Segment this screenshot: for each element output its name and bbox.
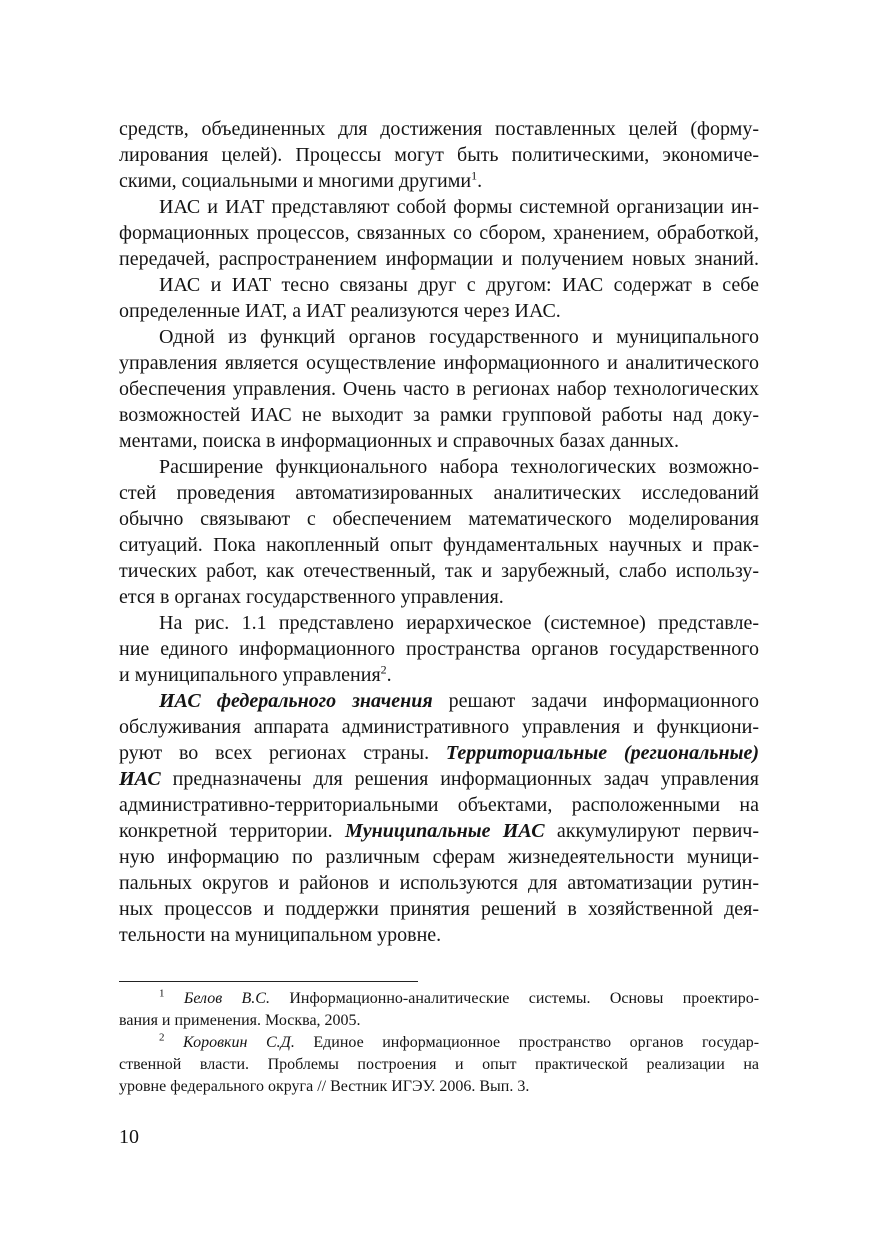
term-municipal-ias: Муниципальные ИАС [344,820,545,842]
footnote-2 [119,1032,759,1098]
text-line: лирования целей). Процессы могут быть политическими, экономиче- [119,144,759,166]
text-line: обслуживания аппарата административного управления и функциони- [119,716,759,738]
text-line [119,688,759,714]
paragraph-6 [119,610,759,688]
text-line: обычно связывают с обеспечением математического моделирования [119,508,759,530]
text-line: тельности на муниципальном уровне. [119,924,442,946]
text-line: возможностей ИАС не выходит за рамки групповой работы над доку- [119,404,759,426]
footnote-mark: 1 [159,987,165,1000]
footnote-line: вания и применения. Москва, 2005. [119,1012,361,1029]
footnote-line: уровне федерального округа // Вестник ИГЭУ. 2006. Вып. 3. [119,1078,530,1095]
text-line-tail: . [477,170,483,192]
text-line: определенные ИАТ, а ИАТ реализуются через ИАС. [119,300,561,322]
text-line: средств, объединенных для достижения поставленных целей (форму- [119,118,759,140]
term-federal-ias: ИАС федерального значения [159,690,433,712]
text-line: На рис. 1.1 представлено иерархическое (системное) представле- [159,612,759,634]
footnote-line [119,988,759,1010]
footnote-ref-2[interactable]: 2 [380,662,387,677]
paragraph-1 [119,116,759,194]
text-line: управления является осуществление информационного и аналитического [119,352,759,374]
footnotes [119,988,759,1098]
footnote-mark: 2 [159,1031,165,1044]
text-segment: аккумулируют первич- [544,820,759,842]
footnote-divider [119,981,418,982]
text-line: передачей, распространением информации и получением новых знаний. [119,248,759,270]
text-segment: руют во всех регионах страны. [119,742,446,764]
text-line: формационных процессов, связанных со сбором, хранением, обработкой, [119,222,759,244]
text-line: ситуаций. Пока накопленный опыт фундаментальных научных и прак- [119,534,759,556]
text-line: тических работ, как отечественный, так и зарубежный, слабо использу- [119,560,759,582]
footnote-text: Информационно-аналитические системы. Основы проектиро- [269,990,760,1007]
paragraph-7 [119,688,759,948]
text-line-body: и муниципального управления [119,664,381,686]
paragraph-2 [119,194,759,272]
text-segment: конкретной территории. [119,820,345,842]
text-line: ИАС и ИАТ представляют собой формы системной организации ин- [159,196,759,218]
text-line-tail: . [386,664,392,686]
text-line: ние единого информационного пространства органов государственного [119,638,759,660]
footnote-1 [119,988,759,1032]
text-line [119,168,759,194]
page-number: 10 [119,1126,139,1148]
text-line: Расширение функционального набора технологических возможно- [159,456,759,478]
text-line: ИАС и ИАТ тесно связаны друг с другом: ИАС содержат в себе [159,274,759,296]
text-line [119,818,759,844]
text-line: обеспечения управления. Очень часто в регионах набор технологических [119,378,759,400]
footnote-author: Белов В.С. [183,990,270,1007]
main-text [119,116,759,948]
text-line: ется в органах государственного управления. [119,586,504,608]
text-line [119,740,759,766]
footnote-line [119,1032,759,1054]
text-line: ных процессов и поддержки принятия решений в хозяйственной дея- [119,898,759,920]
paragraph-3 [119,272,759,324]
footnote-text: Единое информационное пространство органов государ- [294,1034,760,1051]
text-segment: решают задачи информационного [432,690,760,712]
text-line [119,766,759,792]
text-line [119,662,759,688]
text-line-body: скими, социальными и многими другими [119,170,472,192]
paragraph-4 [119,324,759,454]
footnote-ref-1[interactable]: 1 [471,168,478,183]
footnote-author: Коровкин С.Д. [183,1034,295,1051]
footnote-line: ственной власти. Проблемы построения и опыт практической реализации на [119,1056,759,1073]
text-line: ментами, поиска в информационных и справочных базах данных. [119,430,680,452]
text-line: административно-территориальными объектами, расположенными на [119,794,759,816]
text-line: ную информацию по различным сферам жизнедеятельности муници- [119,846,759,868]
text-segment: предназначены для решения информационных задач управления [160,768,759,790]
text-line: Одной из функций органов государственного и муниципального [159,326,759,348]
term-ias: ИАС [119,768,161,790]
text-line: стей проведения автоматизированных аналитических исследований [119,482,759,504]
text-line: пальных округов и районов и используются для автоматизации рутин- [119,872,759,894]
term-regional-ias: Территориальные (региональные) [445,742,759,764]
paragraph-5 [119,454,759,610]
